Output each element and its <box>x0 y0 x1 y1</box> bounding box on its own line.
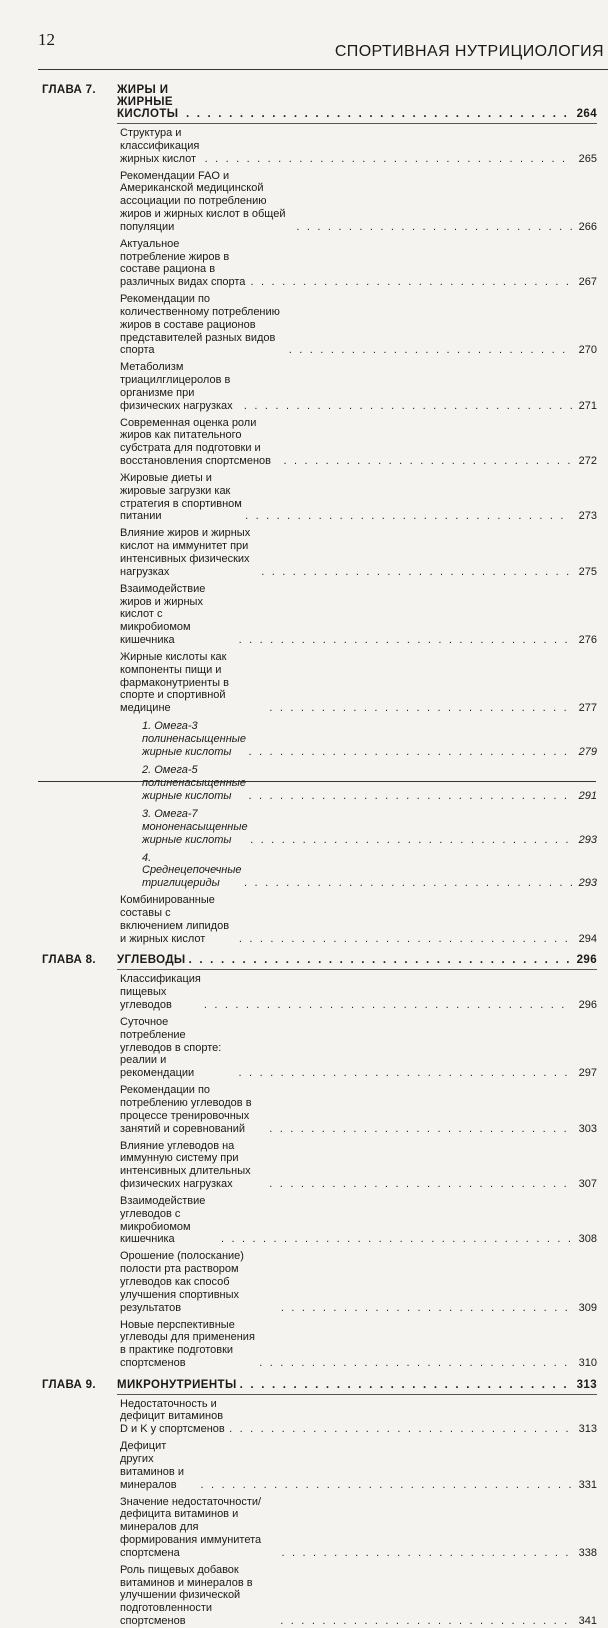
entry-title: 4. Среднецепочечные триглицериды <box>142 851 242 890</box>
leader-dots <box>245 510 572 523</box>
entry-page: 267 <box>578 276 597 289</box>
leader-dots <box>282 1547 572 1560</box>
entry-page: 291 <box>578 789 597 802</box>
entry-page: 331 <box>578 1478 597 1491</box>
entry-page: 341 <box>578 1615 597 1627</box>
chapter-heading[interactable] <box>117 954 597 966</box>
entry-title: Жирные кислоты как компоненты пищи и фармаконутриенты в спорте и спортивной медицине <box>120 650 229 715</box>
chapter-page: 296 <box>576 954 597 967</box>
leader-dots <box>239 1067 572 1080</box>
entry-page: 293 <box>578 833 597 846</box>
chapter-7 <box>0 84 608 945</box>
entry-page: 277 <box>578 702 597 715</box>
chapter-label: ГЛАВА 7. <box>42 84 96 96</box>
chapter-rule <box>117 1394 597 1395</box>
chapter-page: 264 <box>576 108 597 120</box>
entry-page: 273 <box>578 510 597 523</box>
toc-entry[interactable] <box>120 1140 597 1191</box>
chapter-heading[interactable] <box>117 1379 597 1391</box>
entry-page: 296 <box>578 999 597 1012</box>
entry-title: Метаболизм триацилглицеролов в организме при физических нагрузках <box>120 361 233 412</box>
leader-dots <box>269 702 572 715</box>
leader-dots <box>240 1379 572 1391</box>
toc-entry[interactable] <box>120 1398 597 1436</box>
leader-dots <box>189 954 572 966</box>
entry-title: Рекомендации FAO и Американской медицинской ассоциации по потреблению жиров и жирных кислот в общей популяции <box>120 169 286 233</box>
toc-entry[interactable] <box>120 170 597 234</box>
entry-title: 3. Омега-7 мононенасыщенные жирные кислоты <box>142 807 248 846</box>
entry-page: 309 <box>578 1301 597 1314</box>
entry-title: Взаимодействие жиров и жирных кислот с микробиомом кишечника <box>120 582 206 646</box>
leader-dots <box>221 1233 572 1246</box>
leader-dots <box>229 1423 572 1436</box>
entry-page: 271 <box>578 399 597 412</box>
entry-page: 293 <box>578 877 597 890</box>
toc-entry[interactable] <box>120 583 597 647</box>
toc-entry[interactable] <box>120 894 597 945</box>
chapter-8 <box>0 954 608 1369</box>
entry-title: Дефицит других витаминов и минералов <box>120 1440 184 1491</box>
entry-page: 270 <box>578 344 597 357</box>
entry-page: 276 <box>578 633 597 646</box>
toc-entry[interactable] <box>120 1440 597 1491</box>
entry-title: Недостаточность и дефицит витаминов D и K у спортсменов <box>120 1397 225 1436</box>
toc-entry[interactable] <box>120 1250 597 1314</box>
leader-dots <box>186 108 572 120</box>
entry-title: Влияние жиров и жирных кислот на иммунитет при интенсивных физических нагрузках <box>120 527 251 578</box>
leader-dots <box>281 1302 572 1315</box>
leader-dots <box>289 344 572 357</box>
leader-dots <box>261 566 572 579</box>
toc-entry[interactable] <box>120 973 597 1011</box>
entry-title: Современная оценка роли жиров как питательного субстрата для подготовки и восстановления спортсменов <box>120 416 272 468</box>
entry-page: 294 <box>578 932 597 945</box>
chapter-rule <box>117 123 597 124</box>
entry-page: 308 <box>578 1233 597 1246</box>
chapter-title: МИКРОНУТРИЕНТЫ <box>117 1378 237 1391</box>
chapter-page: 313 <box>576 1378 597 1391</box>
chapter-title: УГЛЕВОДЫ <box>117 954 186 967</box>
entry-title: Значение недостаточности/дефицита витаминов и минералов для формирования иммунитета спортсмена <box>120 1495 262 1559</box>
entry-page: 303 <box>578 1122 597 1135</box>
toc-subentry[interactable] <box>142 764 597 802</box>
leader-dots <box>249 746 572 759</box>
chapter-label: ГЛАВА 8. <box>42 954 96 967</box>
entry-title: Классификация пищевых углеводов <box>120 973 201 1012</box>
leader-dots <box>201 1479 572 1492</box>
entry-page: 279 <box>578 745 597 758</box>
entry-title: Рекомендации по количественному потреблению жиров в составе рационов представителей разных видов спорта <box>120 293 280 357</box>
leader-dots <box>239 634 572 647</box>
entry-title: Суточное потребление углеводов в спорте: реалии и рекомендации <box>120 1016 222 1080</box>
entry-page: 307 <box>578 1177 597 1190</box>
toc-subentry[interactable] <box>142 852 597 890</box>
page-header <box>0 0 608 70</box>
leader-dots <box>204 999 572 1012</box>
toc-entry[interactable] <box>120 127 597 165</box>
entry-title: Структура и классификация жирных кислот <box>120 127 200 165</box>
chapter-heading[interactable] <box>117 84 597 120</box>
leader-dots <box>269 1123 572 1136</box>
entry-page: 297 <box>578 1067 597 1080</box>
toc-entry[interactable] <box>120 293 597 357</box>
toc-entry[interactable] <box>120 1564 597 1628</box>
leader-dots <box>251 276 572 289</box>
entry-title: Комбинированные составы с включением липидов и жирных кислот <box>120 894 230 945</box>
entry-title: Орошение (полоскание) полости рта раствором углеводов как способ улучшения спортивных результатов <box>120 1250 244 1314</box>
entry-title: Новые перспективные углеводы для применения в практике подготовки спортсменов <box>120 1318 255 1369</box>
entry-title: Влияние углеводов на иммунную систему при интенсивных длительных физических нагрузках <box>120 1139 251 1190</box>
toc-entry[interactable] <box>120 238 597 289</box>
toc-subentry[interactable] <box>142 720 597 758</box>
chapter-9 <box>0 1379 608 1628</box>
leader-dots <box>251 834 572 847</box>
toc-entry[interactable] <box>120 1195 597 1246</box>
toc-entry[interactable] <box>120 1016 597 1080</box>
chapter-rule <box>117 969 597 970</box>
entry-title: 2. Омега-5 полиненасыщенные жирные кислоты <box>142 764 246 802</box>
entry-page: 272 <box>578 455 597 468</box>
entry-page: 265 <box>578 152 597 165</box>
toc-entry[interactable] <box>120 1496 597 1560</box>
entry-page: 313 <box>578 1423 597 1436</box>
toc-entry[interactable] <box>120 361 597 412</box>
leader-dots <box>245 877 572 890</box>
toc-entry[interactable] <box>120 472 597 523</box>
toc-entry[interactable] <box>120 651 597 715</box>
entry-page: 310 <box>578 1356 597 1369</box>
leader-dots <box>269 1178 572 1191</box>
page-number: 12 <box>38 30 55 49</box>
leader-dots <box>296 221 572 234</box>
entry-page: 338 <box>578 1546 597 1559</box>
table-of-contents <box>0 84 608 1628</box>
toc-entry[interactable] <box>120 1319 597 1370</box>
entry-title: Жировые диеты и жировые загрузки как стратегия в спортивном питании <box>120 472 242 523</box>
chapter-title: ЖИРЫ И ЖИРНЫЕ КИСЛОТЫ <box>117 84 179 120</box>
entry-title: Рекомендации по потреблению углеводов в процессе тренировочных занятий и соревнований <box>120 1084 252 1135</box>
running-title: СПОРТИВНАЯ НУТРИЦИОЛОГИЯ <box>334 43 604 60</box>
entry-title: Актуальное потребление жиров в составе рациона в различных видах спорта <box>120 237 246 289</box>
leader-dots <box>284 455 572 468</box>
entry-title: Роль пищевых добавок витаминов и минералов в улучшении физической подготовленности спортсменов <box>120 1563 253 1627</box>
footer-rule <box>38 781 596 782</box>
leader-dots <box>280 1615 572 1628</box>
toc-entry[interactable] <box>120 527 597 578</box>
toc-subentry[interactable] <box>142 808 597 846</box>
entry-title: 1. Омега-3 полиненасыщенные жирные кислоты <box>142 720 246 758</box>
leader-dots <box>259 1357 572 1370</box>
header-rule <box>38 69 608 70</box>
toc-entry[interactable] <box>120 417 597 468</box>
leader-dots <box>205 153 572 166</box>
leader-dots <box>249 790 572 803</box>
chapter-label: ГЛАВА 9. <box>42 1378 96 1391</box>
entry-page: 266 <box>578 220 597 233</box>
entry-page: 275 <box>578 565 597 578</box>
entry-title: Взаимодействие углеводов с микробиомом кишечника <box>120 1194 206 1246</box>
leader-dots <box>239 933 572 946</box>
leader-dots <box>244 400 572 413</box>
toc-entry[interactable] <box>120 1084 597 1135</box>
